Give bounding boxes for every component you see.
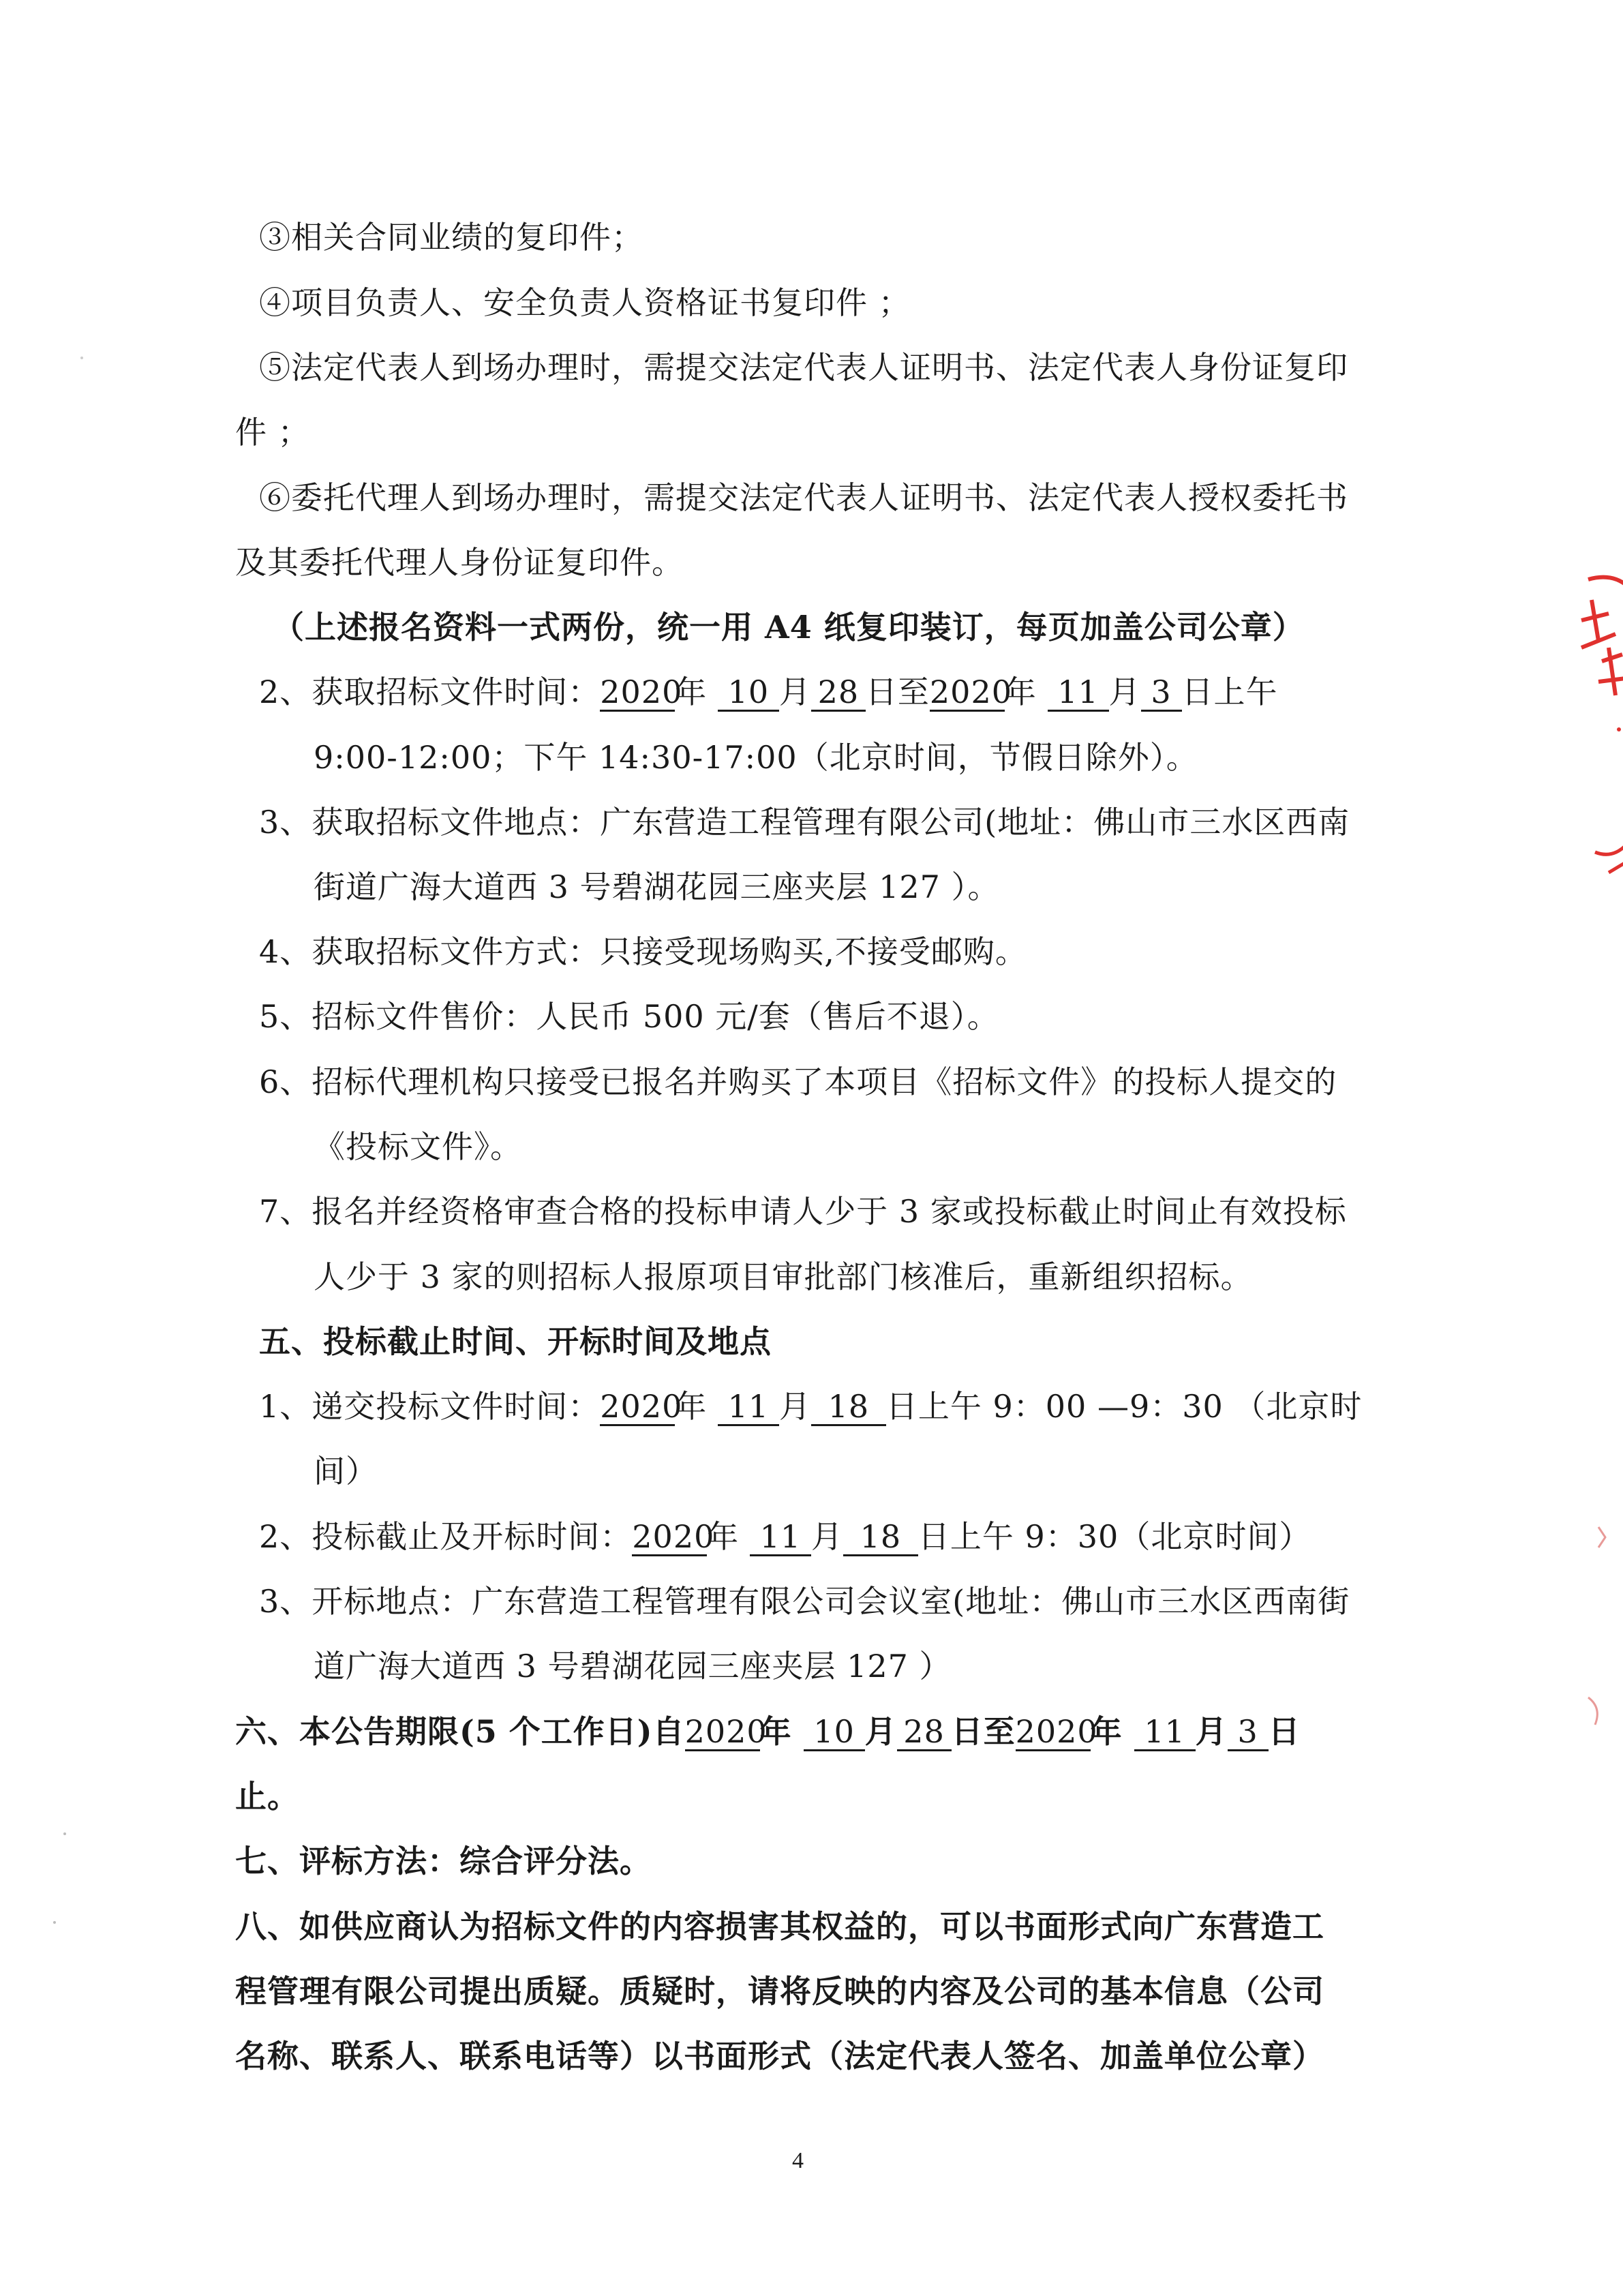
- item-5-line2: 件 ；: [235, 414, 310, 451]
- agency-notice-line2: 《投标文件》。: [314, 1128, 522, 1165]
- date-day: 3: [1141, 674, 1182, 712]
- date-year: 2020: [684, 1713, 768, 1750]
- date-year: 2020: [1015, 1713, 1098, 1750]
- obtain-time-line1: 2、获取招标文件时间：2020年 10 月 28 日至2020年 11 月 3 日上午: [259, 674, 1278, 710]
- item-6-line2: 及其委托代理人身份证复印件。: [235, 544, 684, 581]
- document-price: 5、招标文件售价：人民币 500 元/套（售后不退）。: [259, 998, 999, 1035]
- date-day: 18: [843, 1519, 918, 1556]
- date-month: 11: [718, 1389, 779, 1426]
- date-day: 28: [811, 674, 866, 712]
- section-6-line1: 六、本公告期限(5 个工作日)自2020年 10 月 28 日至2020年 11 月 3 日: [235, 1713, 1301, 1750]
- rebid-notice-line1: 7、报名并经资格审查合格的投标申请人少于 3 家或投标截止时间止有效投标: [259, 1193, 1347, 1230]
- section-7: 七、评标方法：综合评分法。: [235, 1843, 652, 1879]
- date-day: 18: [811, 1389, 886, 1426]
- section-5-heading: 五、投标截止时间、开标时间及地点: [259, 1323, 772, 1360]
- date-month: 10: [804, 1714, 865, 1751]
- deadline-time: 2、投标截止及开标时间：2020年 11 月 18 日上午 9：30（北京时间）: [259, 1518, 1311, 1555]
- opening-location-line2: 道广海大道西 3 号碧湖花园三座夹层 127 ）: [314, 1648, 952, 1685]
- item-4: ④项目负责人、安全负责人资格证书复印件 ；: [259, 284, 911, 321]
- date-year: 2020: [600, 674, 683, 710]
- obtain-location-line1: 3、获取招标文件地点：广东营造工程管理有限公司(地址：佛山市三水区西南: [259, 804, 1350, 841]
- opening-location-line1: 3、开标地点：广东营造工程管理有限公司会议室(地址：佛山市三水区西南街: [259, 1583, 1350, 1620]
- agency-notice-line1: 6、招标代理机构只接受已报名并购买了本项目《招标文件》的投标人提交的: [259, 1063, 1337, 1100]
- date-month: 11: [1134, 1714, 1196, 1751]
- section-8-line2: 程管理有限公司提出质疑。质疑时，请将反映的内容及公司的基本信息（公司: [235, 1973, 1324, 2010]
- date-month: 11: [750, 1519, 811, 1556]
- item-3: ③相关合同业绩的复印件；: [259, 219, 643, 256]
- section-8-line3: 名称、联系人、联系电话等）以书面形式（法定代表人签名、加盖单位公章）: [235, 2038, 1324, 2074]
- date-month: 10: [718, 674, 779, 712]
- obtain-location-line2: 街道广海大道西 3 号碧湖花园三座夹层 127 ）。: [314, 868, 1000, 905]
- section-8-line1: 八、如供应商认为招标文件的内容损害其权益的，可以书面形式向广东营造工: [235, 1908, 1324, 1945]
- date-month: 11: [1048, 674, 1109, 712]
- rebid-notice-line2: 人少于 3 家的则招标人报原项目审批部门核准后，重新组织招标。: [314, 1258, 1253, 1295]
- item-6-line1: ⑥委托代理人到场办理时，需提交法定代表人证明书、法定代表人授权委托书: [259, 479, 1348, 516]
- submit-time-line2: 间）: [314, 1453, 378, 1490]
- obtain-method: 4、获取招标文件方式：只接受现场购买,不接受邮购。: [259, 933, 1027, 970]
- date-year: 2020: [632, 1518, 715, 1555]
- date-year: 2020: [929, 674, 1012, 710]
- date-day: 28: [897, 1714, 952, 1751]
- date-day: 3: [1228, 1714, 1269, 1751]
- item-5-line1: ⑤法定代表人到场办理时，需提交法定代表人证明书、法定代表人身份证复印: [259, 349, 1348, 386]
- obtain-time-line2: 9:00-12:00；下午 14:30-17:00（北京时间，节假日除外）。: [314, 739, 1198, 776]
- materials-note: （上述报名资料一式两份，统一用 A4 纸复印装订，每页加盖公司公章）: [273, 609, 1305, 646]
- submit-time-line1: 1、递交投标文件时间：2020年 11 月 18 日上午 9：00 —9：30 （北京时: [259, 1388, 1363, 1425]
- page-number: 4: [792, 2148, 804, 2173]
- section-6-line2: 止。: [235, 1778, 299, 1815]
- date-year: 2020: [600, 1388, 683, 1425]
- company-seal-fragment: [1561, 559, 1623, 886]
